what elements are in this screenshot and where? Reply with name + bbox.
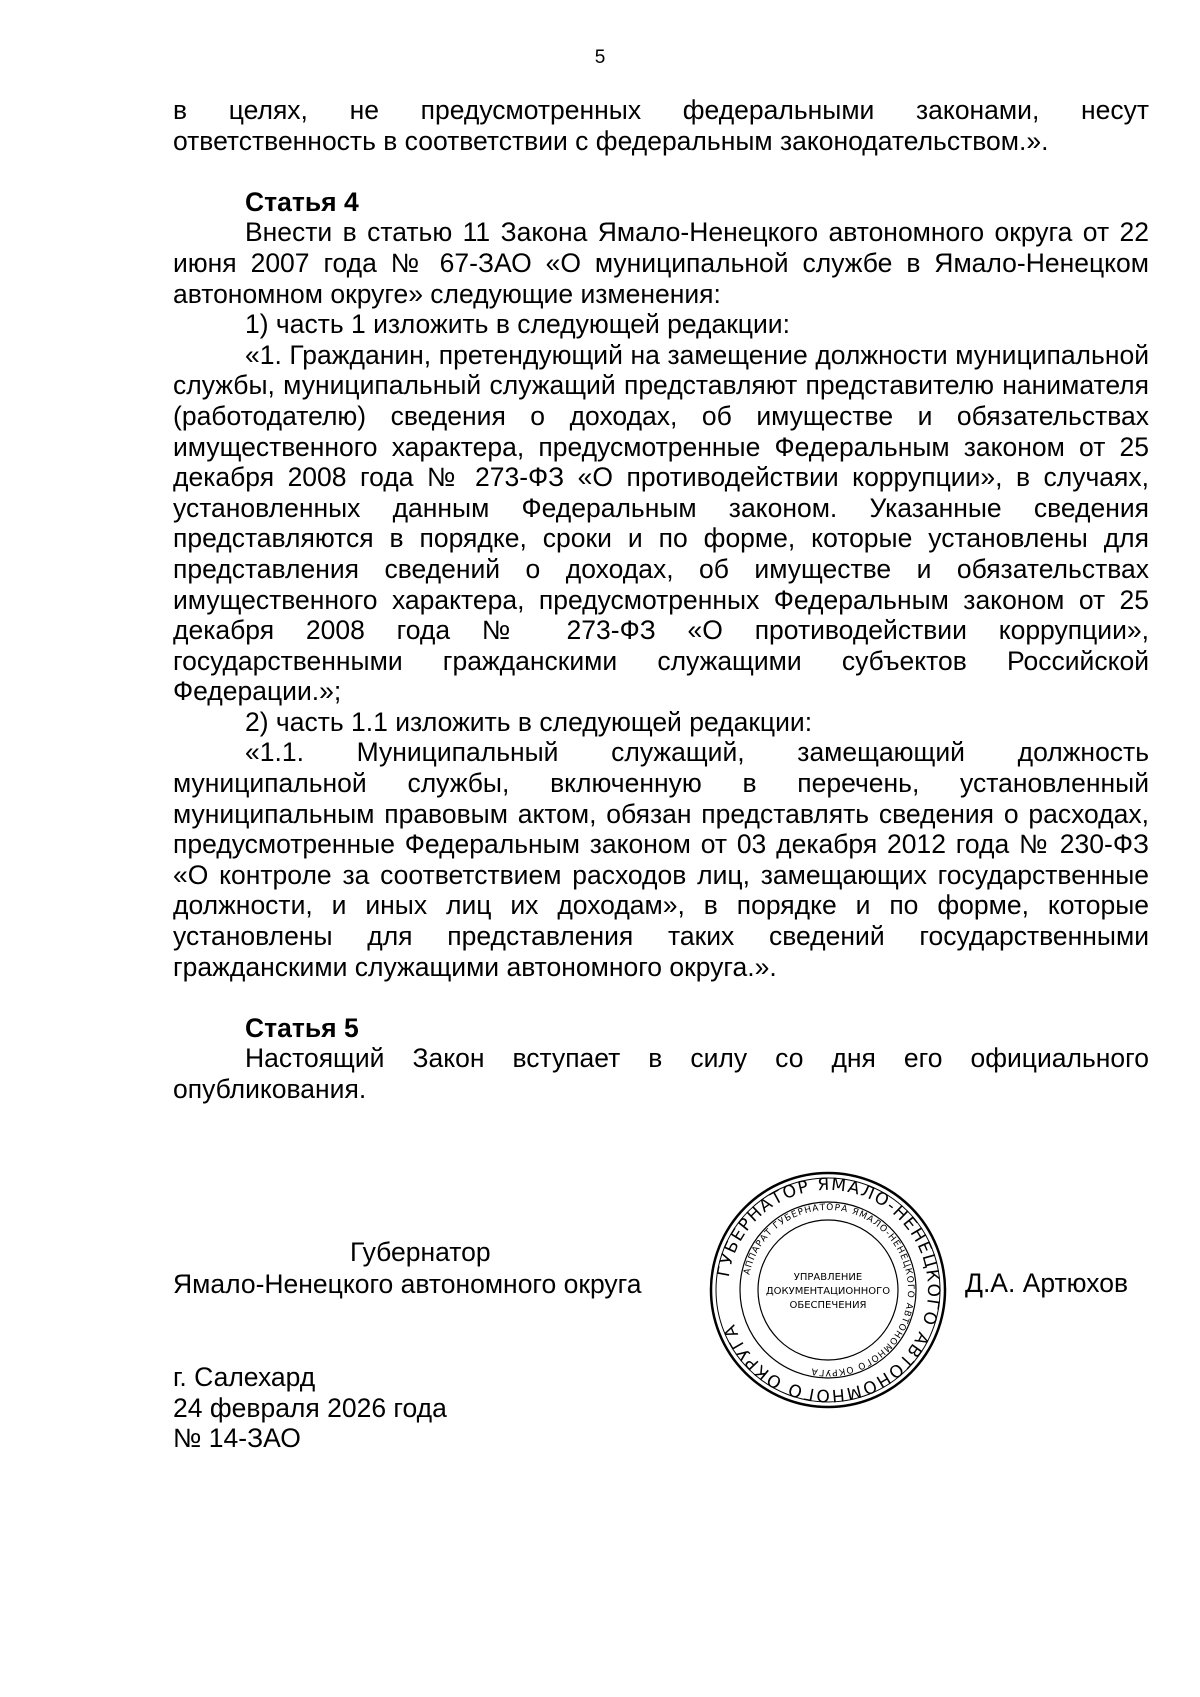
body-paragraph: Настоящий Закон вступает в силу со дня его официального опубликования. — [173, 1043, 1149, 1104]
page-number: 5 — [594, 47, 606, 68]
governor-signature-block — [173, 1236, 641, 1300]
article-heading: Статья 5 — [245, 1012, 359, 1043]
article-heading: Статья 4 — [245, 186, 359, 217]
governor-title: Губернатор — [350, 1237, 491, 1267]
body-paragraph: 2) часть 1.1 изложить в следующей редакции: — [245, 706, 813, 737]
seal-center-line2: ДОКУМЕНТАЦИОННОГО — [765, 1286, 891, 1297]
governor-name: Д.А. Артюхов — [965, 1268, 1129, 1298]
governor-region: Ямало-Ненецкого автономного округа — [173, 1269, 642, 1299]
body-paragraph: «1.1. Муниципальный служащий, замещающий должность муниципальной службы, включенную в перечень, установленный муниципальным правовым актом, обязан представлять сведения о расходах, предусмотренные Федеральным законом от 03 декабря 2012 года № 230-ФЗ «О контроле за соответствием расходов лиц, замещающих государственные должности, и иных лиц их доходам», в порядке и по форме, которые установлены для представления таких сведений государственными гражданскими служащими автономного округа.». — [173, 737, 1149, 982]
document-body — [173, 95, 1149, 1105]
body-paragraph: 1) часть 1 изложить в следующей редакции: — [245, 309, 790, 340]
seal-center-line1: УПРАВЛЕНИЕ — [793, 1272, 863, 1283]
body-paragraph: «1. Гражданин, претендующий на замещение должности муниципальной службы, муниципальный служащий представляют представителю нанимателя (работодателю) сведения о доходах, об имуществе и обязательствах имущественного характера, предусмотренные Федеральным законом от 25 декабря 2008 года № 273-ФЗ «О противодействии коррупции», в случаях, установленных данным Федеральным законом. Указанные сведения представляются в порядке, сроки и по форме, которые установлены для представления сведений о доходах, об имуществе и обязательствах имущественного характера, предусмотренных Федеральным законом от 25 декабря 2008 года № 273-ФЗ «О противодействии коррупции», государственными гражданскими служащими субъектов Российской Федерации.»; — [173, 339, 1149, 707]
seal-outer-text: ГУБЕРНАТОР ЯМАЛО-НЕНЕЦКОГО АВТОНОМНОГО ОКРУГА — [713, 1174, 944, 1406]
seal-inner-text: АППАРАТ ГУБЕРНАТОРА ЯМАЛО-НЕНЕЦКОГО АВТОНОМНОГО ОКРУГА — [742, 1202, 916, 1378]
date: 24 февраля 2026 года — [173, 1392, 447, 1423]
body-paragraph: в целях, не предусмотренных федеральными законами, несут ответственность в соответствии с федеральным законодательством.». — [173, 95, 1149, 156]
seal-center-line3: ОБЕСПЕЧЕНИЯ — [789, 1300, 867, 1311]
official-seal-stamp — [708, 1170, 948, 1410]
body-paragraph: Внести в статью 11 Закона Ямало-Ненецкого автономного округа от 22 июня 2007 года № 67-ЗАО «О муниципальной службе в Ямало-Ненецком автономном округе» следующие изменения: — [173, 217, 1149, 309]
city: г. Салехард — [173, 1362, 316, 1392]
paragraph-gap — [173, 156, 1149, 187]
paragraph-gap — [173, 982, 1149, 1013]
law-number: № 14-ЗАО — [173, 1423, 301, 1454]
place-date-block — [173, 1362, 447, 1454]
